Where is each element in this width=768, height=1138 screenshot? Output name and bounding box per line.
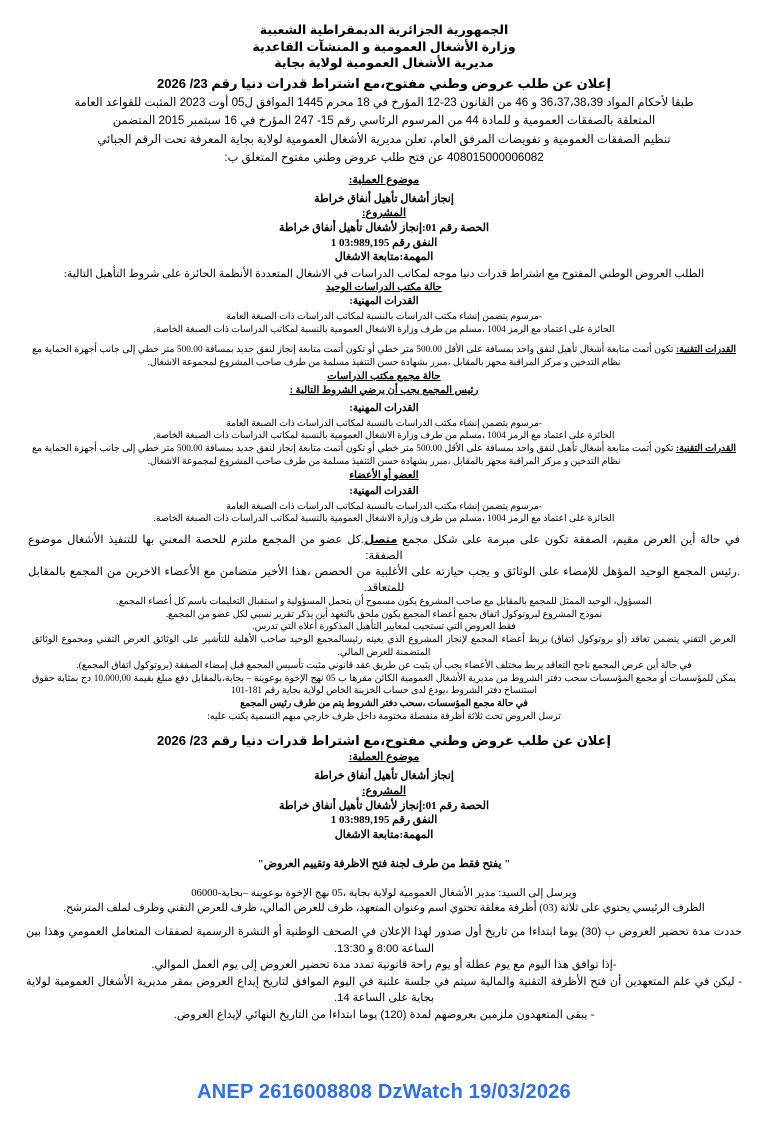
group-rule-7: في حالة أين عرض المجمع ناجح التعاقد يربط مختلف الأعضاء يجب أن يثبت عن طريق عقد قانوني مثبت تأسيس المجمع قبل إمضاء الصفقة (بروتوكول اتفاق المجمع).	[76, 660, 692, 671]
group-professional-label: القدرات المهنية:	[349, 402, 419, 414]
preamble-line-3: تنظيم الصفقات العمومية و تفويضات المرفق العام، تعلن مديرية الأشغال العمومية لولاية بجاية المعرفة تحت الرقم الجبائي	[97, 132, 671, 146]
single-office-technical	[22, 344, 746, 370]
mission-line: المهمة:متابعة الاشغال	[334, 251, 434, 263]
group-technical	[22, 443, 746, 469]
anep-reference: ANEP 2616008808 DzWatch 19/03/2026	[197, 1081, 571, 1103]
group-member-professional-line-1: -مرسوم يتضمن إنشاء مكتب الدراسات بالنسبة لمكاتب الدراسات ذات الصبغة العامة	[226, 501, 542, 512]
subject-value: إنجاز أشغال تأهيل أنفاق خراطة	[314, 192, 454, 205]
repeat-announcement-title: إعلان عن طلب عروض وطني مفتوح،مع اشتراط قدرات دنيا رقم 23/ 2026	[157, 733, 611, 749]
document-footer	[0, 1081, 768, 1104]
group-rule-1	[22, 532, 746, 564]
group-rule-6: العرض التقني يتضمن تعاقد (أو بروتوكول اتفاق) يربط أعضاء المجمع لإنجاز المشروع الذي يعينه رئيسالمجمع الوحيد صاحب الأهلية للتأشير على الوثائق العرض التقني ومجموع الوثائق المتضمنة للعرض المالي.	[32, 635, 736, 658]
header-line-directorate: مديرية الأشغال العمومية لولاية بجاية	[274, 56, 494, 70]
group-professional-line-1: -مرسوم يتضمن إنشاء مكتب الدراسات بالنسبة لمكاتب الدراسات ذات الصبغة العامة	[226, 418, 542, 429]
legal-preamble	[22, 95, 746, 167]
group-rule-9: في حالة مجمع المؤسسات ،سحب دفتر الشروط يتم من طرف رئيس المجمع	[240, 699, 528, 710]
submission-address: ويرسل إلى السيد: مدير الأشغال العمومية لولاية بجاية ،05 نهج الإخوة بوعوينة –بجاية-06000	[191, 888, 577, 900]
submission-holiday-rule: -إذا توافق هذا اليوم مع يوم عطلة أو يوم راحة قانونية تمدد مدة تحضير العروض إلى يوم العمل الموالي.	[151, 959, 617, 972]
group-rule-10: ترسل العروض تحت ثلاثة أظرفة منفصلة مختومة داخل ظرف خارجي مبهم التسمية يكتب عليه:	[207, 711, 561, 722]
single-office-professional-line-2: الحائزة على اعتماد مع الرمز 1004 ،مسلم من طرف وزارة الاشغال العمومية بالنسبة لمكاتب الدراسات ذات الصبغة الخاصة,	[153, 324, 615, 335]
group-technical-label: القدرات التقنية:	[676, 443, 736, 454]
header-line-country: الجمهورية الجزائرية الديمقراطية الشعبية	[259, 23, 509, 37]
group-member-professional-line-2: الحائزة على اعتماد مع الرمز 1004 ،مسلم من طرف وزارة الاشغال العمومية بالنسبة لمكاتب الدراسات ذات الصبغة الخاصة.	[153, 514, 615, 525]
repeat-subject-value: إنجاز أشغال تأهيل أنفاق خراطة	[314, 770, 454, 783]
single-office-section	[22, 281, 746, 370]
submission-envelope: الظرف الرئيسي يحتوي على ثلاثة (03) أظرفة مغلقة تحتوي اسم وعنوان المتعهد، ظرف للعرض المالي، ظرف للعرض التقني وظرف لملف المترشح.	[63, 902, 705, 915]
submission-deadline: حددت مدة تحضير العروض ب (30) يوما ابتداءا من تاريخ أول صدور لهذا الإعلان في الصحف الوطنية أو النشرة الرسمية لصفقات المتعامل العمومي وهذا بين الساعة 8:00 و 13:30.	[26, 926, 742, 955]
preamble-line-2: المتعلقة بالصفقات العمومية و للمادة 44 من المرسوم الرئاسي رقم 15- 247 المؤرخ في 16 سبتمبر 2015 المتضمن	[112, 114, 656, 127]
group-rule-3: المسؤول، الوحيد الممثل للمجمع بالمقابل مع صاحب المشروع يكون مسموح أن يتحمل المسؤولية و استقبال التعليمات باسم كل أعضاء المجمع.	[116, 596, 652, 607]
group-office-heading: حالة مجمع مكتب الدراسات	[327, 370, 441, 382]
single-office-technical-label: القدرات التقنية:	[676, 345, 736, 356]
single-office-heading: حالة مكتب الدراسات الوحيد	[326, 282, 442, 293]
announcement-title: إعلان عن طلب عروض وطني مفتوح،مع اشتراط قدرات دنيا رقم 23/ 2026	[157, 75, 611, 91]
preamble-line-4: 408015000006082 عن فتح طلب عروض وطني مفتوح المتعلق ب:	[224, 151, 544, 164]
subject-label: موضوع العملية:	[348, 173, 420, 186]
group-rule-4: نموذج المشروع لبروتوكول اتفاق بجمع أعضاء المجمع يكون ملحق بالتعهد أين يذكر تقرير نسبي لكل عضو من المجمع.	[165, 609, 603, 620]
operation-block	[22, 173, 746, 265]
repeat-tunnel-line: النفق رقم 03:989,195 1	[330, 814, 438, 827]
repeat-mission-line: المهمة:متابعة الاشغال	[334, 828, 434, 841]
document-header	[22, 22, 746, 93]
single-office-professional-label: القدرات المهنية:	[349, 296, 419, 307]
repeat-announcement-block	[22, 731, 746, 872]
group-leader-heading: رئيس المجمع يجب أن يرضي الشروط التالية :	[289, 384, 479, 396]
group-rule-1-pre: في حالة أين العرض مقيم، الصفقة تكون على مبرمة على شكل مجمع	[397, 533, 740, 546]
repeat-subject-label: موضوع العملية:	[348, 751, 420, 764]
repeat-project-label: المشروع:	[361, 784, 407, 797]
opening-committee-note: " يفتح فقط من طرف لجنة فتح الاظرفة وتقييم العروض"	[257, 858, 511, 871]
group-office-section	[22, 370, 746, 526]
group-rule-8: يمكن للمؤسسات أو مجمع المؤسسات سحب دفتر الشروط من مديرية الأشغال العمومية الكائن مقرها ب 05 نهج الإخوة بوعوينة – بجاية،بالمقابل دفع مبلغ بقيمة 10.000,00 دج بمثابة حقوق استنساخ دفتر الشروط ،يودع لدى حساب الخزينة الخاص لولاية بجاية رقم 181-101	[32, 673, 736, 697]
group-member-heading: العضو أو الأعضاء	[349, 469, 419, 481]
project-label: المشروع:	[361, 207, 407, 219]
repeat-lot-line: الحصة رقم 01:إنجاز لأشغال تأهيل أنفاق خراطة	[278, 799, 490, 812]
eligibility-intro: الطلب العروض الوطني المفتوح مع اشتراط قدرات دنيا موجه لمكاتب الدراسات في الاشغال المتعددة الأنظمة الحائزة على شروط التأهيل التالية:	[63, 267, 705, 280]
lot-line: الحصة رقم 01:إنجاز لأشغال تأهيل أنفاق خراطة	[278, 222, 490, 234]
group-rule-1-emphasis: متصل	[364, 533, 398, 546]
submission-validity: - يبقى المتعهدون ملزمين بعروضهم لمدة (120) يوما ابتداءا من التاريخ النهائي لإيداع العروض.	[173, 1008, 595, 1021]
group-rule-5: فقط العروض التي تستجيب لمعايير التأهيل المذكورة أعلاه التي تدرس.	[252, 622, 516, 633]
group-member-professional-label: القدرات المهنية:	[349, 485, 419, 497]
single-office-technical-text: تكون أتمت متابعة أشغال تأهيل لنفق واحد بمسافة على الأقل 500.00 متر خطي أو تكون أتمت متابعة إنجاز لنفق جديد بمسافة 500.00 متر خطي إلى جانب أجهزة الحماية مع نظام التدخين و مركز المراقبة مجهز بالمقابل ،مبرر بشهادة حسن التنفيذ مسلمة من طرف صاحب المشروع لمجموعة الاشغال.	[32, 345, 674, 368]
submission-section	[22, 886, 746, 1023]
header-line-ministry: وزارة الأشغال العمومية و المنشآت القاعدية	[252, 39, 516, 54]
single-office-professional-line-1: -مرسوم يتضمن إنشاء مكتب الدراسات بالنسبة لمكاتب الدراسات ذات الصبغة العامة	[226, 312, 542, 322]
group-rule-1-post: .كل عضو من المجمع ملتزم للحصة المعني بها للتنفيذ الأشغال موضوع الصفقة:	[28, 533, 403, 562]
preamble-line-1: طبقا لأحكام المواد 36،37،38،39 و 46 من القانون 23-12 المؤرخ في 18 محرم 1445 الموافق ل05 أوت 2023 المثبت للقواعد العامة	[74, 95, 694, 109]
submission-opening-session: - ليكن في علم المتعهدين أن فتح الأظرفة التقنية والمالية سيتم في جلسة علنية في اليوم الموافق لتاريخ إيداع العروض بمقر مديرية الأشغال العمومية لولاية بجاية على الساعة 14.	[26, 975, 742, 1005]
group-rules-section	[22, 532, 746, 724]
group-rule-2: .رئيس المجمع الوحيد المؤهل للإمضاء على الوثائق و يجب حيازته على الأغلبية من الحصص ،هذا الأخير متضامن مع الأعضاء الاخرين من المجمع بالمقابل للمتعاقد.	[28, 565, 740, 594]
tunnel-line: النفق رقم 03:989,195 1	[330, 236, 438, 249]
group-technical-text: تكون أتمت متابعة أشغال تأهيل لنفق واحد بمسافة على الأقل 500.00 متر خطي أو تكون أتمت متابعة إنجاز لنفق جديد بمسافة 500.00 متر خطي إلى جانب أجهزة الحماية مع نظام التدخين و مركز المراقبة مجهز بالمقابل ،مبرر بشهادة حسن التنفيذ مسلمة من طرف صاحب المشروع لمجموعة الاشغال.	[32, 443, 674, 467]
group-professional-line-2: الحائزة على اعتماد مع الرمز 1004 ،مسلم من طرف وزارة الاشغال العمومية بالنسبة لمكاتب الدراسات ذات الصبغة الخاصة,	[153, 431, 615, 442]
